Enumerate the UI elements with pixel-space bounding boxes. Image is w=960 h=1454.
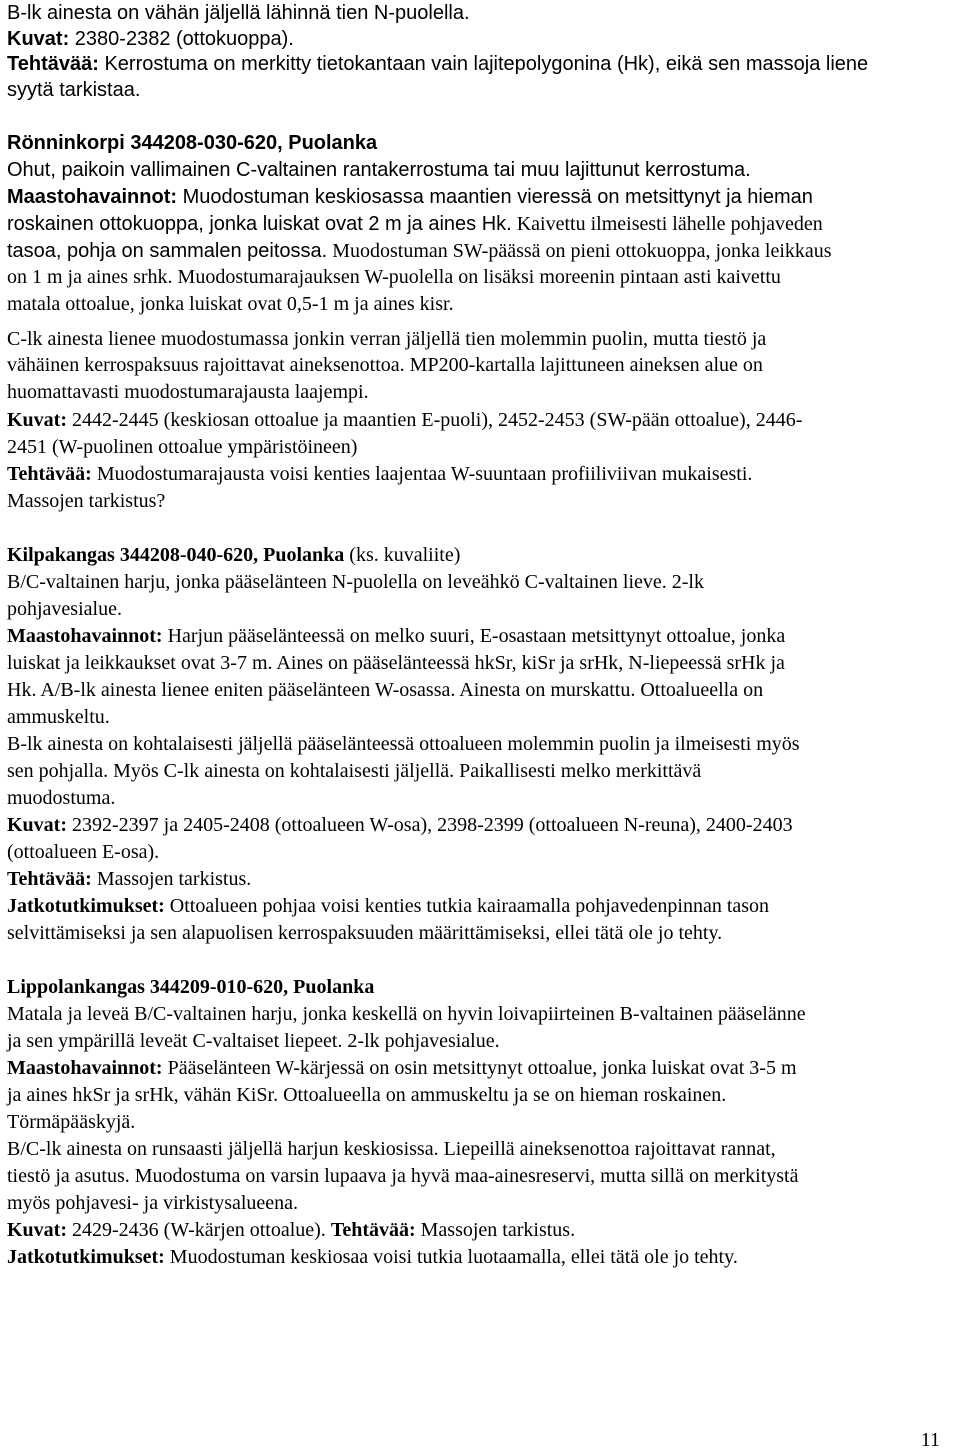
text-line: ja sen ympärillä leveät C-valtaiset liepeet. 2-lk pohjavesialue. <box>7 1030 500 1052</box>
text-line: selvittämiseksi ja sen alapuolisen kerrospaksuuden määrittämiseksi, ellei tätä ole jo tehty. <box>7 922 723 944</box>
label-tehtavaa: Tehtävää: <box>7 868 92 890</box>
text: 2392-2397 ja 2405-2408 (ottoalueen W-osa), 2398-2399 (ottoalueen N-reuna), 2400-2403 <box>67 814 793 836</box>
label-kuvat: Kuvat: <box>7 409 67 431</box>
label-maastohavainnot: Maastohavainnot: <box>7 186 178 208</box>
text: Massojen tarkistus. <box>91 868 252 890</box>
text: Muodostuman keskiosaa voisi tutkia luotaamalla, ellei tätä ole jo tehty. <box>164 1246 738 1268</box>
text-line: luiskat ja leikkaukset ovat 3-7 m. Aines on pääselänteessä hkSr, kiSr ja srHk, N-liepeessä srHk ja <box>7 652 785 674</box>
label-kuvat: Kuvat: <box>7 814 67 836</box>
text-line <box>7 894 769 920</box>
page-number: 11 <box>920 1429 940 1451</box>
text: 2380-2382 (ottokuoppa). <box>69 28 294 50</box>
text-line: Massojen tarkistus? <box>7 490 166 512</box>
text-line <box>7 212 823 238</box>
text: Muodostuman keskiosassa maantien vieressä on metsittynyt ja hieman <box>177 186 813 208</box>
text-line: muodostuma. <box>7 787 116 809</box>
text-line <box>7 408 802 434</box>
text-line: B/C-valtainen harju, jonka pääselänteen N-puolella on leveähkö C-valtainen lieve. 2-lk <box>7 571 704 593</box>
label-kuvat: Kuvat: <box>7 1219 67 1241</box>
text: on 1 m ja aines srhk. <box>7 266 173 288</box>
label-tehtavaa: Tehtävää: <box>330 1219 416 1241</box>
text-line <box>7 867 251 893</box>
text-line: Ohut, paikoin vallimainen C-valtainen rantakerrostuma tai muu lajittunut kerrostuma. <box>7 159 751 181</box>
title-suffix: (ks. kuvaliite) <box>344 544 461 566</box>
text: 2429-2436 (W-kärjen ottoalue). <box>67 1219 331 1241</box>
text-line <box>7 239 832 265</box>
text-line: C-lk ainesta lienee muodostumassa jonkin verran jäljellä tien molemmin puolin, mutta tiestö ja <box>7 328 767 350</box>
text-line: B/C-lk ainesta on runsaasti jäljellä harjun keskiosissa. Liepeillä aineksenottoa rajoittavat rannat, <box>7 1138 776 1160</box>
text: Kaivettu ilmeisesti lähelle pohjaveden <box>511 213 823 235</box>
text-line <box>7 462 752 488</box>
text-line: Törmäpääskyjä. <box>7 1111 136 1133</box>
text-line <box>7 27 294 53</box>
text-line: sen pohjalla. Myös C-lk ainesta on kohtalaisesti jäljellä. Paikallisesti melko merkittävä <box>7 760 702 782</box>
text-line <box>7 1056 797 1082</box>
text-line: huomattavasti muodostumarajausta laajempi. <box>7 381 369 403</box>
text: Kerrostuma on merkitty tietokantaan vain lajitepolygonina (Hk), eikä sen massoja liene <box>98 53 869 75</box>
text: vähäinen kerrospaksuus rajoittavat aineksenottoa. <box>7 354 405 376</box>
text: 2442-2445 (keskiosan ottoalue ja maantien E-puoli), 2452-2453 (SW-pään ottoalue), 2446- <box>67 409 803 431</box>
text: MP200-kartalla lajittuneen aineksen alue on <box>404 354 763 376</box>
text-line: ammuskeltu. <box>7 706 110 728</box>
text: Pääselänteen W-kärjessä on osin metsittynyt ottoalue, jonka luiskat ovat 3-5 m <box>162 1057 797 1079</box>
text-line: ja aines hkSr ja srHk, vähän KiSr. Ottoalueella on ammuskeltu ja se on hieman roskainen. <box>7 1084 727 1106</box>
text-line: B-lk ainesta on vähän jäljellä lähinnä tien N-puolella. <box>7 2 470 24</box>
text: Muodostumarajausta voisi kenties laajentaa W-suuntaan profiiliviivan mukaisesti. <box>91 463 753 485</box>
text-line <box>7 353 763 379</box>
label-maastohavainnot: Maastohavainnot: <box>7 625 163 647</box>
label-kuvat: Kuvat: <box>7 28 70 50</box>
label-jatkotutkimukset: Jatkotutkimukset: <box>7 1246 165 1268</box>
text: Massojen tarkistus. <box>415 1219 576 1241</box>
text-line <box>7 813 793 839</box>
label-tehtavaa: Tehtävää: <box>7 53 99 75</box>
text-line <box>7 1245 738 1271</box>
label-jatkotutkimukset: Jatkotutkimukset: <box>7 895 165 917</box>
section-title: Rönninkorpi 344208-030-620, Puolanka <box>7 132 378 154</box>
text-line: myös pohjavesi- ja virkistysalueena. <box>7 1192 299 1214</box>
text-line: Hk. A/B-lk ainesta lienee eniten pääselänteen W-osassa. Ainesta on murskattu. Ottoalueella on <box>7 679 764 701</box>
section-title: Lippolankangas 344209-010-620, Puolanka <box>7 976 375 998</box>
text: Muodostuman SW-päässä on pieni ottokuoppa, jonka leikkaus <box>327 240 832 262</box>
text-line: 2451 (W-puolinen ottoalue ympäristöineen) <box>7 436 358 458</box>
section-title <box>7 543 460 569</box>
text-line <box>7 1218 575 1244</box>
text: Ottoalueen pohjaa voisi kenties tutkia kairaamalla pohjavedenpinnan tason <box>164 895 770 917</box>
text: Muodostumarajauksen W-puolella on lisäksi moreenin pintaan asti kaivettu <box>172 266 781 288</box>
text-line: tiestö ja asutus. Muodostuma on varsin lupaava ja hyvä maa-ainesreservi, mutta sillä on merkitystä <box>7 1165 799 1187</box>
text-line: matala ottoalue, jonka luiskat ovat 0,5-1 m ja aines kisr. <box>7 293 454 315</box>
text-line: B-lk ainesta on kohtalaisesti jäljellä pääselänteessä ottoalueen molemmin puolin ja ilmeisesti myös <box>7 733 800 755</box>
text-line: pohjavesialue. <box>7 598 122 620</box>
text-line <box>7 265 781 291</box>
title: Kilpakangas 344208-040-620, Puolanka <box>7 544 345 566</box>
label-maastohavainnot: Maastohavainnot: <box>7 1057 163 1079</box>
text: Harjun pääselänteessä on melko suuri, E-osastaan metsittynyt ottoalue, jonka <box>162 625 786 647</box>
text: tasoa, pohja on sammalen peitossa. <box>7 240 328 262</box>
text-line: Matala ja leveä B/C-valtainen harju, jonka keskellä on hyvin loivapiirteinen B-valtainen pääselänne <box>7 1003 806 1025</box>
text-line <box>7 52 868 78</box>
text-line <box>7 185 813 211</box>
text-line: syytä tarkistaa. <box>7 79 141 101</box>
label-tehtavaa: Tehtävää: <box>7 463 92 485</box>
text-line: (ottoalueen E-osa). <box>7 841 160 863</box>
text: roskainen ottokuoppa, jonka luiskat ovat 2 m ja aines Hk. <box>7 213 512 235</box>
text-line <box>7 624 785 650</box>
